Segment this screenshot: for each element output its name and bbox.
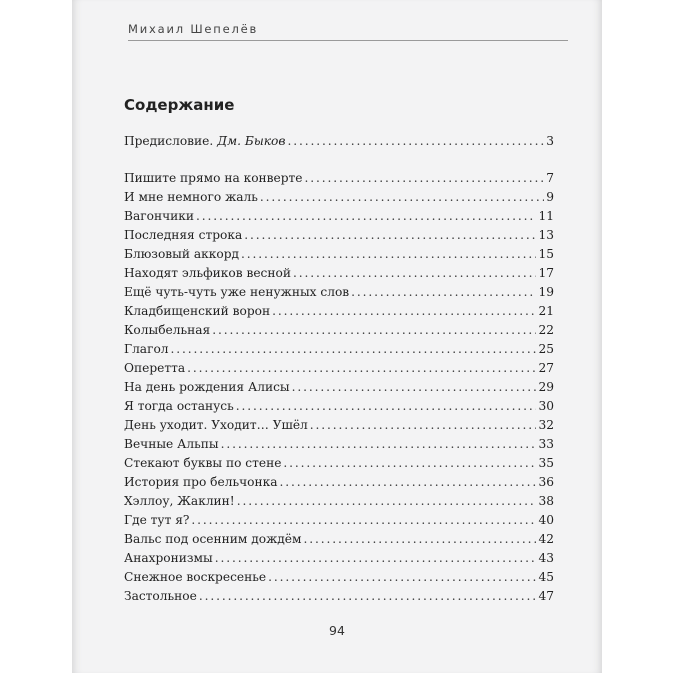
toc-entry — [124, 511, 554, 530]
toc-entry-title: Блюзовый аккорд — [124, 247, 239, 261]
toc-entry-title: Находят эльфиков весной — [124, 266, 291, 280]
leader-dots — [244, 226, 536, 245]
toc-entry — [124, 454, 554, 473]
toc-entry — [124, 530, 554, 549]
leader-dots — [212, 321, 536, 340]
toc-entry-page: 7 — [546, 171, 554, 185]
toc-entry-page: 45 — [538, 570, 554, 584]
toc-entry — [124, 340, 554, 359]
toc-entry-title: Хэллоу, Жаклин! — [124, 494, 235, 508]
toc-title: Содержание — [124, 96, 235, 114]
toc-entry-title: Предисловие. Дм. Быков — [124, 134, 286, 148]
toc-entry — [124, 492, 554, 511]
toc-entry — [124, 568, 554, 587]
toc-entry — [124, 188, 554, 207]
toc-entry-title: Стекают буквы по стене — [124, 456, 282, 470]
leader-dots — [237, 492, 537, 511]
toc-entry-page: 35 — [538, 456, 554, 470]
toc-entry-page: 21 — [538, 304, 554, 318]
toc-entry — [124, 359, 554, 378]
toc-entry-page: 43 — [538, 551, 554, 565]
toc-entry — [124, 207, 554, 226]
leader-dots — [287, 132, 544, 151]
leader-dots — [215, 549, 537, 568]
toc-entry — [124, 245, 554, 264]
toc-entry-title: Вечные Альпы — [124, 437, 219, 451]
toc-entry-title: Застольное — [124, 589, 197, 603]
toc-entry-title: Снежное воскресенье — [124, 570, 267, 584]
toc-entry-page: 29 — [538, 380, 554, 394]
toc-entry-page: 38 — [538, 494, 554, 508]
toc-entry-title: Кладбищенский ворон — [124, 304, 271, 318]
toc-entry-title: История про бельчонка — [124, 475, 278, 489]
toc-entry-page: 9 — [546, 190, 554, 204]
leader-dots — [272, 302, 536, 321]
toc-entry-title: Я тогда останусь — [124, 399, 234, 413]
toc-entry-page: 22 — [538, 323, 554, 337]
toc-entry — [124, 264, 554, 283]
leader-dots — [260, 188, 544, 207]
toc-entry-title: На день рождения Алисы — [124, 380, 290, 394]
leader-dots — [351, 283, 536, 302]
toc-entry-page: 19 — [538, 285, 554, 299]
toc-entry — [124, 397, 554, 416]
header-rule — [128, 40, 568, 41]
toc-entry — [124, 473, 554, 492]
toc-entry-title: Ещё чуть-чуть уже ненужных слов — [124, 285, 350, 299]
toc-entry-page: 11 — [538, 209, 554, 223]
toc-entry-title: Пишите прямо на конверте — [124, 171, 303, 185]
toc-entry-title: Колыбельная — [124, 323, 211, 337]
toc-entry-title: Вагончики — [124, 209, 194, 223]
toc-entry-page: 13 — [538, 228, 554, 242]
leader-dots — [196, 207, 536, 226]
running-head: Михаил Шепелёв — [128, 22, 259, 36]
leader-dots — [304, 530, 537, 549]
page-number: 94 — [329, 623, 345, 638]
leader-dots — [292, 378, 537, 397]
toc-entry-page: 33 — [538, 437, 554, 451]
toc-entry — [124, 132, 554, 151]
leader-dots — [241, 245, 536, 264]
toc-entry — [124, 587, 554, 606]
toc-entry-author: Дм. Быков — [217, 134, 286, 148]
leader-dots — [268, 568, 536, 587]
leader-dots — [280, 473, 537, 492]
leader-dots — [236, 397, 537, 416]
toc-entry-title: И мне немного жаль — [124, 190, 258, 204]
toc-entry — [124, 416, 554, 435]
leader-dots — [305, 169, 545, 188]
toc-entry-title: Оперетта — [124, 361, 186, 375]
toc-entry-title: Глагол — [124, 342, 169, 356]
leader-dots — [199, 587, 537, 606]
toc-entry-title: Вальс под осенним дождём — [124, 532, 302, 546]
toc-entry — [124, 549, 554, 568]
toc-entry-page: 27 — [538, 361, 554, 375]
toc-entry-page: 30 — [538, 399, 554, 413]
leader-dots — [293, 264, 537, 283]
toc-entry-page: 47 — [538, 589, 554, 603]
book-page — [72, 0, 602, 673]
toc-entry — [124, 378, 554, 397]
table-of-contents — [124, 132, 554, 606]
toc-entry-title: Анахронизмы — [124, 551, 213, 565]
leader-dots — [171, 340, 537, 359]
toc-entry-page: 36 — [538, 475, 554, 489]
toc-entry-page: 15 — [538, 247, 554, 261]
toc-entry — [124, 302, 554, 321]
toc-entry-page: 17 — [538, 266, 554, 280]
leader-dots — [191, 511, 536, 530]
toc-entry-page: 3 — [546, 134, 554, 148]
toc-entry — [124, 169, 554, 188]
leader-dots — [283, 454, 536, 473]
toc-entry — [124, 321, 554, 340]
leader-dots — [310, 416, 537, 435]
toc-entry-page: 40 — [538, 513, 554, 527]
toc-entry-title: День уходит. Уходит… Ушёл — [124, 418, 308, 432]
leader-dots — [221, 435, 537, 454]
toc-entry-title: Последняя строка — [124, 228, 243, 242]
toc-entry — [124, 226, 554, 245]
toc-entry — [124, 435, 554, 454]
toc-entry-title: Где тут я? — [124, 513, 190, 527]
toc-entry-page: 42 — [538, 532, 554, 546]
leader-dots — [187, 359, 536, 378]
toc-entry — [124, 283, 554, 302]
toc-entry-page: 25 — [538, 342, 554, 356]
toc-entry-page: 32 — [538, 418, 554, 432]
